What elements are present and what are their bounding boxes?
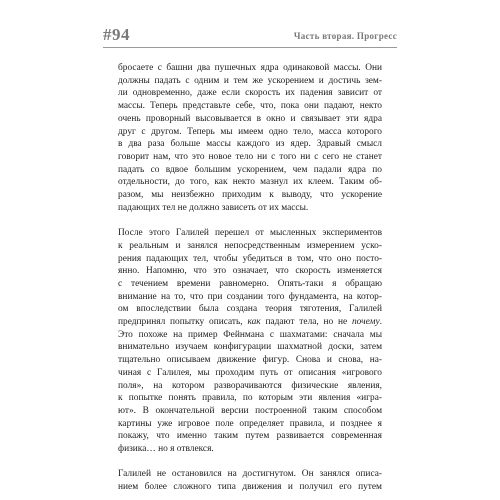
text-line: очень проворный высовывается в окно и связывает эти ядра (118, 113, 382, 124)
text-line: нием более сложного типа движения и получил его путем (118, 482, 382, 493)
text-line: должны падать с одним и тем же ускорением и достичь зем- (118, 75, 382, 86)
text-line: чиная с Галилея, мы проходим путь от описания «игрового (118, 367, 382, 378)
text-line: янно. Напомню, что это означает, что скорость изменяется (118, 266, 382, 277)
text-line: внимание на то, что при создании того фундамента, на котор- (118, 291, 382, 302)
text-line: массы. Теперь представьте себе, что, пока они падают, некто (118, 101, 382, 112)
text-line: предпринял попытку описать, как падают тела, но не почему. (118, 317, 382, 328)
text-line: ли одновременно, даже если скорость их падения зависит от (118, 88, 382, 99)
text-line: с течением времени равномерно. Опять-таки я обращаю (118, 278, 382, 289)
text-line: тщательно описываем движение фигур. Снова и снова, на- (118, 355, 382, 366)
text-line: бросаете с башни два пушечных ядра одинаковой массы. Они (118, 63, 382, 73)
text-line: падающих тел не должно зависеть от их массы. (118, 202, 309, 213)
text-line: к реальным и занялся непосредственным измерением уско- (118, 240, 382, 251)
text-line: физика… но я отвлекся. (118, 444, 214, 455)
header-rule (103, 47, 397, 48)
text-line: отдельности, до того, как некто мазнул их клеем. Таким об- (118, 177, 382, 188)
text-line: ют». В окончательной версии построенной таким способом (118, 405, 382, 416)
text-line: Галилей не остановился на достигнутом. Он занялся описа- (118, 469, 382, 480)
body-text (118, 62, 382, 500)
text-line: разом, мы неизбежно приходим к выводу, что ускорение (118, 190, 382, 201)
text-line: картины уже игровое поле определяет правила, и позднее я (118, 418, 382, 429)
page-number: #94 (103, 25, 130, 44)
text-line: После этого Галилей перешел от мысленных экспериментов (118, 228, 382, 239)
text-line: в два раза больше массы каждого из ядер. Здравый смысл (118, 139, 382, 150)
text-line: внимательно изучаем конфигурации шахматной доски, затем (118, 342, 382, 353)
paragraph-3 (118, 468, 382, 493)
text-line: Это похоже на пример Фейнмана с шахматами: сначала мы (118, 329, 382, 340)
paragraph-1 (118, 62, 382, 214)
text-line: падать со вдвое большим ускорением, чем падали ядра по (118, 164, 382, 175)
text-line: ом впоследствии была создана теория тяготения, Галилей (118, 304, 382, 315)
text-line: друг с другом. Теперь мы имеем одно тело, масса которого (118, 126, 382, 137)
running-head: Часть вторая. Прогресс (293, 31, 397, 41)
text-line: покажу, что именно таким путем развивается современная (118, 431, 382, 442)
text-line: говорит нам, что это новое тело ни с того ни с сего не станет (118, 151, 382, 162)
text-line: рения падающих тел, чтобы убедиться в том, что оно посто- (118, 253, 382, 264)
text-line: поля», на котором разворачиваются физические явления, (118, 380, 382, 391)
text-line: к попытке понять правила, по которым эти явления «игра- (118, 393, 382, 404)
paragraph-2 (118, 227, 382, 456)
